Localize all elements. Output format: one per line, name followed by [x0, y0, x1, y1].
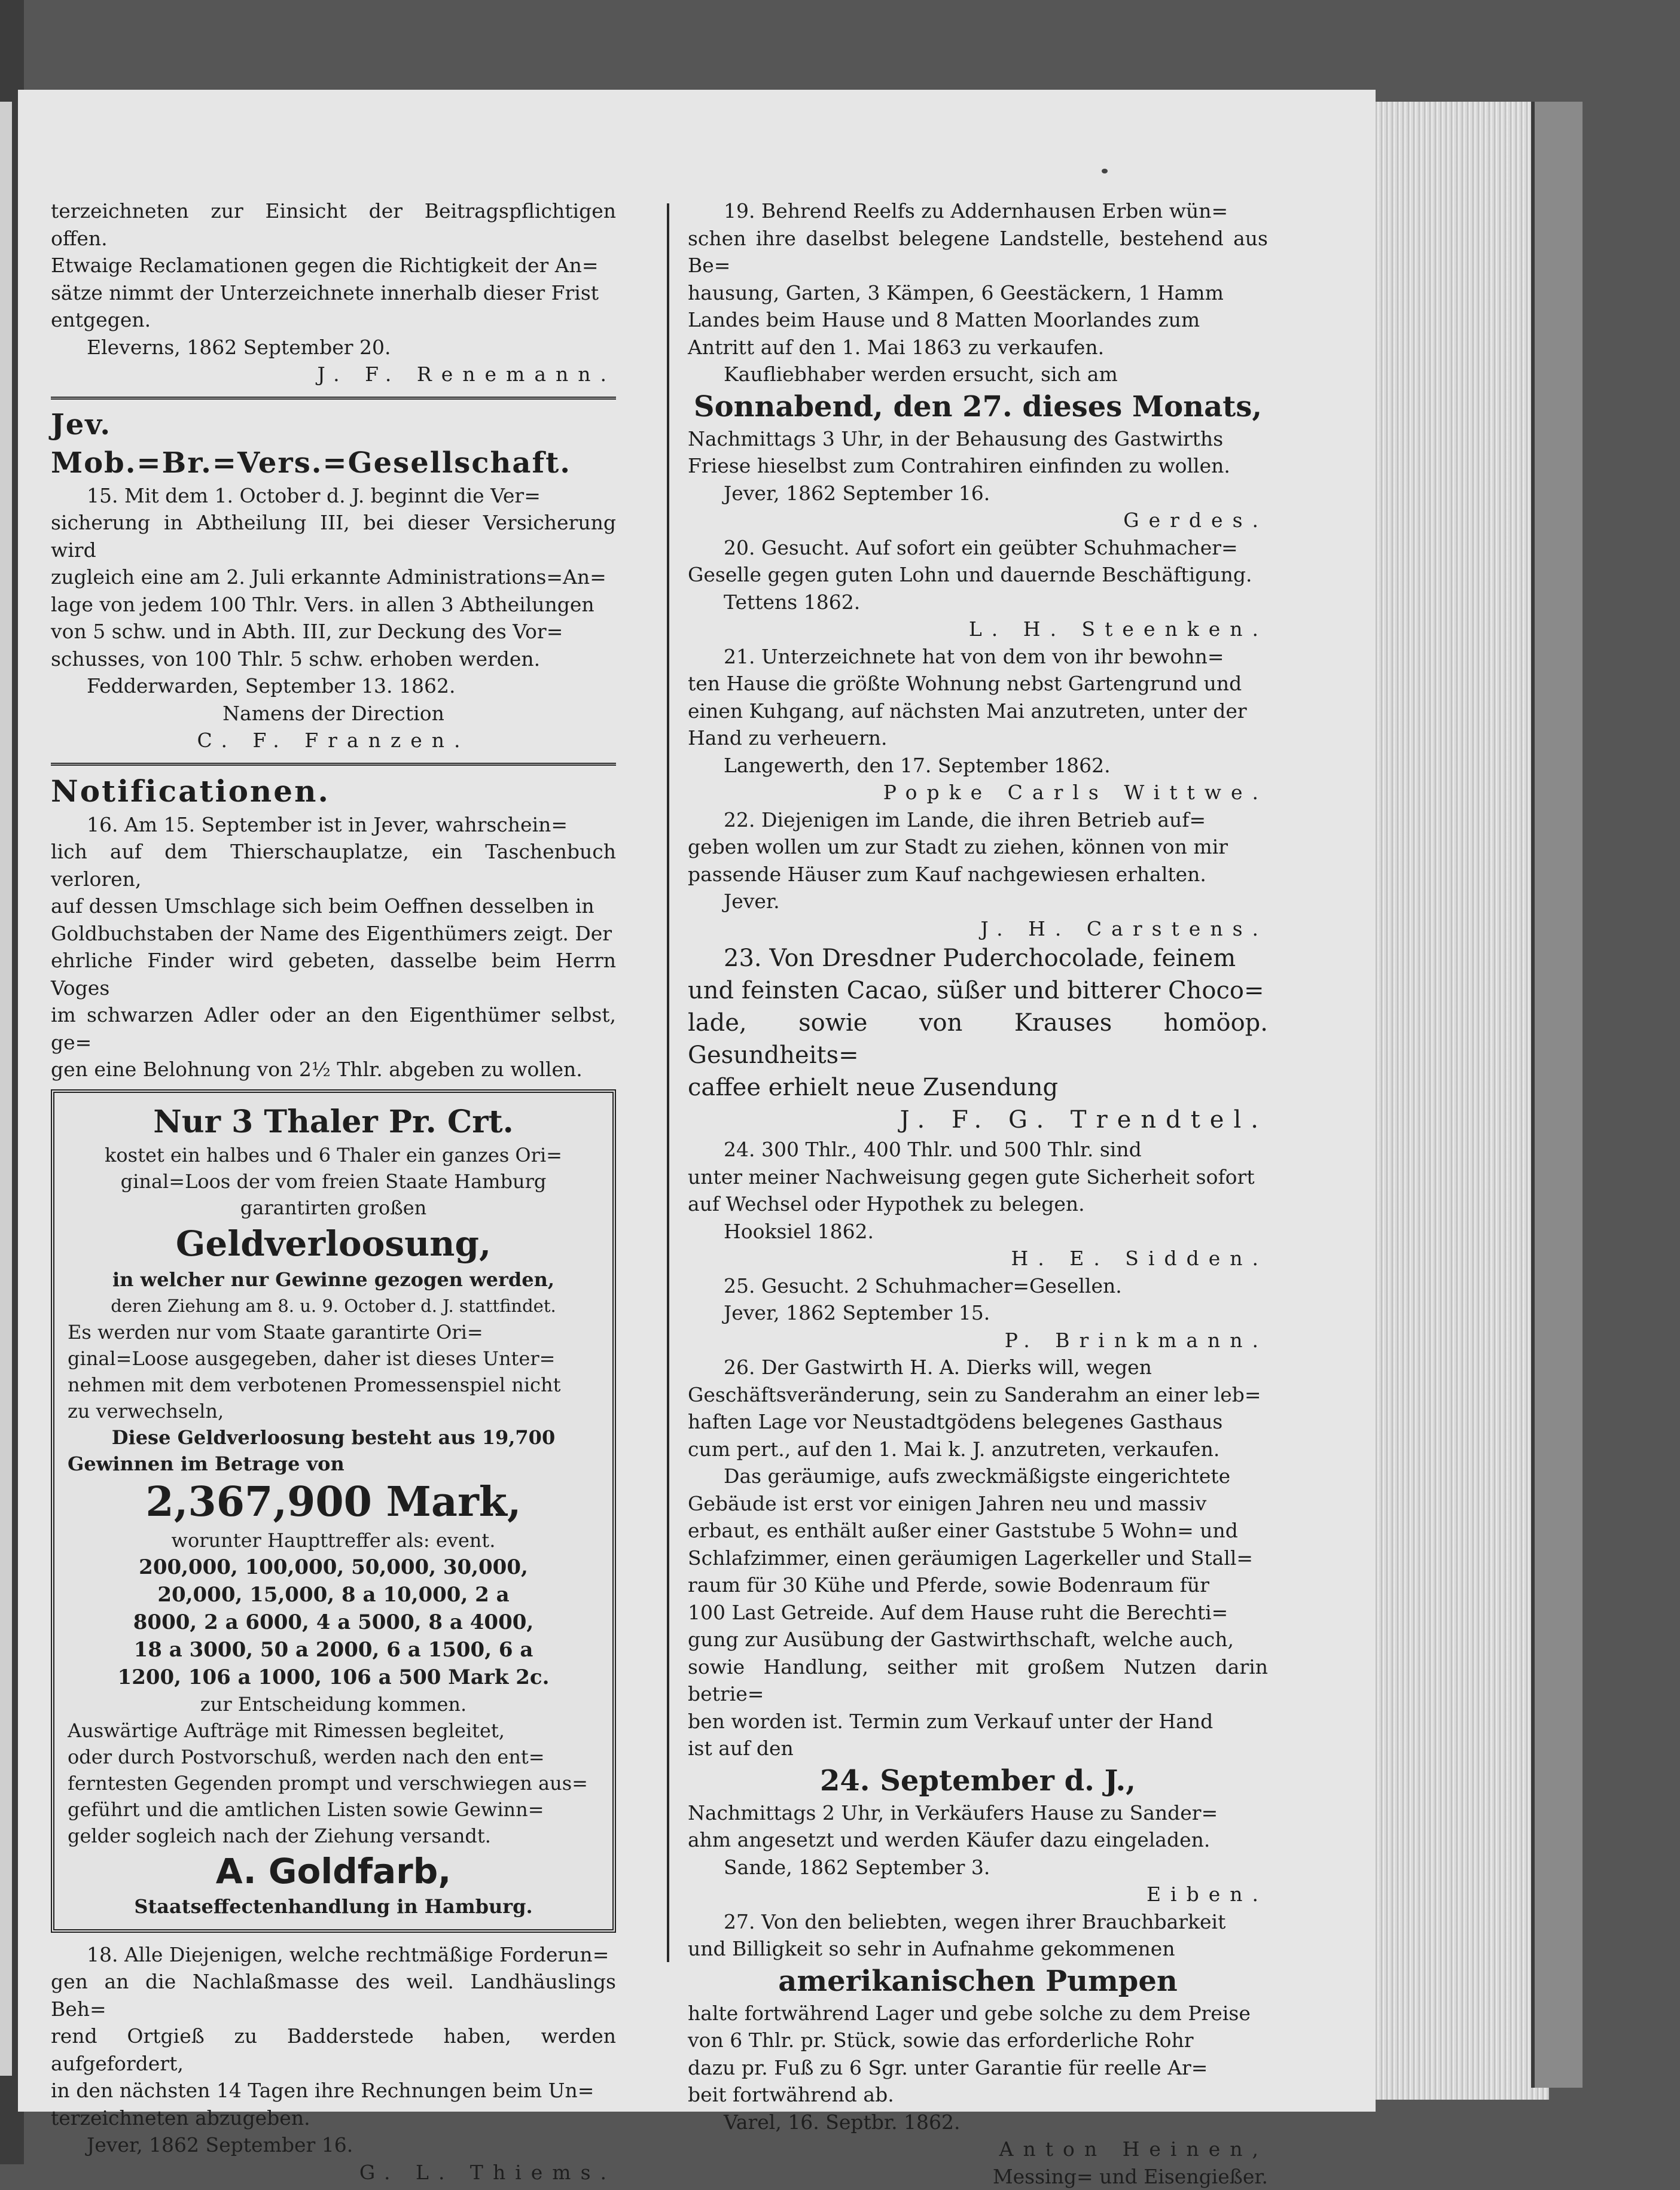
signature: Eiben.: [688, 1881, 1268, 1908]
place-date: Fedderwarden, September 13. 1862.: [51, 672, 616, 700]
signature: Gerdes.: [688, 507, 1268, 534]
section-rule: [51, 763, 616, 766]
signature: H. E. Sidden.: [688, 1245, 1268, 1272]
section-rule: [51, 397, 616, 400]
notice-16: 16. Am 15. September ist in Jever, wahrschein= lich auf dem Thierschauplatze, ein Taschenbuch verloren, auf dessen Umschlage sich beim Oeffnen desselben in Goldbuchstaben der Name des Eigenthümers zeigt. Der ehrliche Finder wird gebeten, dasselbe beim Herrn Voges im schwarzen Adler oder an den Eigenthümer selbst, ge= gen eine Belohnung von 2½ Thlr. abgeben zu wollen.: [51, 811, 616, 1083]
lottery-advertisement: Nur 3 Thaler Pr. Crt. kostet ein halbes und 6 Thaler ein ganzes Ori= ginal=Loos der vom freien Staate Hamburg garantirten großen Geldverloosung, in welcher nur Gewinne gezogen werden, deren Ziehung am 8. u. 9. October d. J. stattfindet. Es werden nur vom Staate garantirte Ori= ginal=Loose ausgegeben, daher ist dieses Unter= nehmen mit dem verbotenen Promessenspiel nicht zu verwechseln, Diese Geldverloosung besteht aus 19,700 Gewinnen im Betrage von 2,367,900 Mark, worunter Haupttreffer als: event. 200,000, 100,000, 50,000, 30,000, 20,000, 15,000, 8 a 10,000, 2 a 8000, 2 a 6000, 4 a 5000, 8 a 4000, 18 a 3000, 50 a 2000, 6 a 1500, 6 a 1200, 106 a 1000, 106 a 500 Mark 2c. zur Entscheidung kommen. Auswärtige Aufträge mit Rimessen begleitet, oder durch Postvorschuß, werden nach den ent= ferntesten Gegenden prompt und verschwiegen aus= geführt und die amtlichen Listen sowie Gewinn= gelder sogleich nach der Ziehung versandt. A. Goldfarb, Staatseffectenhandlung in Hamburg.: [51, 1089, 616, 1933]
signature: J. H. Carstens.: [688, 915, 1268, 943]
place-date: Langewerth, den 17. September 1862.: [688, 752, 1268, 779]
advertiser-name: A. Goldfarb,: [68, 1849, 599, 1893]
notice-26: 26. Der Gastwirth H. A. Dierks will, wegen Geschäftsveränderung, sein zu Sanderahm an einer leb= haften Lage vor Neustadtgödens belegenes Gasthaus cum pert., auf den 1. Mai k. J. anzutreten, verkaufen. Das geräumige, aufs zweckmäßigste eingerichtete Gebäude ist erst vor einigen Jahren neu und massiv erbaut, es enthält außer einer Gaststube 5 Wohn= und Schlafzimmer, einen geräumigen Lagerkeller und Stall= raum für 30 Kühe und Pferde, sowie Bodenraum für 100 Last Getreide. Auf dem Hause ruht die Berechti= gung zur Ausübung der Gastwirthschaft, welche auch, sowie Handlung, seither mit großem Nutzen darin betrie= ben worden ist. Termin zum Verkauf unter der Hand ist auf den 24. September d. J., Nachmittags 2 Uhr, in Verkäufers Hause zu Sander= ahm angesetzt und werden Käufer dazu eingeladen. Sande, 1862 September 3. Eiben.: [688, 1354, 1268, 1908]
signature: J. F. Renemann.: [51, 361, 616, 388]
notice-25: 25. Gesucht. 2 Schuhmacher=Gesellen. Jever, 1862 September 15. P. Brinkmann.: [688, 1272, 1268, 1354]
right-column: [688, 197, 1268, 2190]
place-date: Sande, 1862 September 3.: [688, 1854, 1268, 1881]
column-rule: [667, 203, 669, 1962]
signature: Namens der Direction: [51, 700, 616, 727]
place-date: Tettens 1862.: [688, 589, 1268, 616]
place-date: Eleverns, 1862 September 20.: [51, 334, 616, 361]
notice-21: 21. Unterzeichnete hat von dem von ihr bewohn= ten Hause die größte Wohnung nebst Gartengrund und einen Kuhgang, auf nächsten Mai anzutreten, unter der Hand zu verheuern. Langewerth, den 17. September 1862. Popke Carls Wittwe.: [688, 643, 1268, 806]
place-date: Hooksiel 1862.: [688, 1218, 1268, 1245]
notice-continuation: terzeichneten zur Einsicht der Beitragspflichtigen offen. Etwaige Reclamationen gegen die Richtigkeit der An= sätze nimmt der Unterzeichnete innerhalb dieser Frist entgegen. Eleverns, 1862 September 20. J. F. Renemann.: [51, 197, 616, 388]
notice-18: 18. Alle Diejenigen, welche rechtmäßige Forderun= gen an die Nachlaßmasse des weil. Landhäuslings Beh= rend Ortgieß zu Badderstede haben, werden aufgefordert, in den nächsten 14 Tagen ihre Rechnungen beim Un= terzeichneten abzugeben. Jever, 1862 September 16. G. L. Thiems.: [51, 1941, 616, 2186]
section-heading: Jev. Mob.=Br.=Vers.=Gesellschaft.: [51, 406, 616, 482]
place-date: Jever.: [688, 888, 1268, 915]
signature: L. H. Steenken.: [688, 616, 1268, 643]
left-column: [51, 197, 616, 2186]
notice-22: 22. Diejenigen im Lande, die ihren Betrieb auf= geben wollen um zur Stadt zu ziehen, können von mir passende Häuser zum Kauf nachgewiesen erhalten. Jever. J. H. Carstens.: [688, 806, 1268, 943]
signature: G. L. Thiems.: [51, 2159, 616, 2186]
signature: Anton Heinen,: [688, 2136, 1268, 2163]
previous-page-edge: [0, 102, 12, 2076]
place-date: Jever, 1862 September 15.: [688, 1299, 1268, 1327]
notice-27: 27. Von den beliebten, wegen ihrer Brauchbarkeit und Billigkeit so sehr in Aufnahme gekommenen amerikanischen Pumpen halte fortwährend Lager und gebe solche zu dem Preise von 6 Thlr. pr. Stück, sowie das erforderliche Rohr dazu pr. Fuß zu 6 Sgr. unter Garantie für reelle Ar= beit fortwährend ab. Varel, 16. Septbr. 1862. Anton Heinen, Messing= und Eisengießer.: [688, 1908, 1268, 2190]
book-cover: [1531, 102, 1583, 2088]
page-edges: [1364, 102, 1549, 2100]
signature: P. Brinkmann.: [688, 1327, 1268, 1354]
place-date: Jever, 1862 September 16.: [688, 480, 1268, 507]
signature: C. F. Franzen.: [51, 727, 616, 754]
signature: J. F. G. Trendtel.: [688, 1104, 1268, 1136]
notice-15: 15. Mit dem 1. October d. J. beginnt die Ver= sicherung in Abtheilung III, bei dieser Versicherung wird zugleich eine am 2. Juli erkannte Administrations=An= lage von jedem 100 Thlr. Vers. in allen 3 Abtheilungen von 5 schw. und in Abth. III, zur Deckung des Vor= schusses, von 100 Thlr. 5 schw. erhoben werden. Fedderwarden, September 13. 1862. Namens der Direction C. F. Franzen.: [51, 482, 616, 754]
notice-20: 20. Gesucht. Auf sofort ein geübter Schuhmacher= Geselle gegen guten Lohn und dauernde Beschäftigung. Tettens 1862. L. H. Steenken.: [688, 534, 1268, 643]
place-date: Varel, 16. Septbr. 1862.: [688, 2109, 1268, 2136]
place-date: Jever, 1862 September 16.: [51, 2131, 616, 2159]
signature: Popke Carls Wittwe.: [688, 779, 1268, 806]
signature: Messing= und Eisengießer.: [688, 2163, 1268, 2190]
section-heading: Notificationen.: [51, 772, 616, 811]
ink-spot: [1102, 169, 1108, 173]
notice-24: 24. 300 Thlr., 400 Thlr. und 500 Thlr. sind unter meiner Nachweisung gegen gute Sicherheit sofort auf Wechsel oder Hypothek zu belegen. Hooksiel 1862. H. E. Sidden.: [688, 1136, 1268, 1272]
notice-23: 23. Von Dresdner Puderchocolade, feinem und feinsten Cacao, süßer und bitterer Choco= lade, sowie von Krauses homöop. Gesundheits= caffee erhielt neue Zusendung J. F. G. Trendtel.: [688, 942, 1268, 1136]
notice-19: 19. Behrend Reelfs zu Addernhausen Erben wün= schen ihre daselbst belegene Landstelle, bestehend aus Be= hausung, Garten, 3 Kämpen, 6 Geestäckern, 1 Hamm Landes beim Hause und 8 Matten Moorlandes zum Antritt auf den 1. Mai 1863 zu verkaufen. Kaufliebhaber werden ersucht, sich am Sonnabend, den 27. dieses Monats, Nachmittags 3 Uhr, in der Behausung des Gastwirths Friese hieselbst zum Contrahiren einfinden zu wollen. Jever, 1862 September 16. Gerdes.: [688, 197, 1268, 534]
